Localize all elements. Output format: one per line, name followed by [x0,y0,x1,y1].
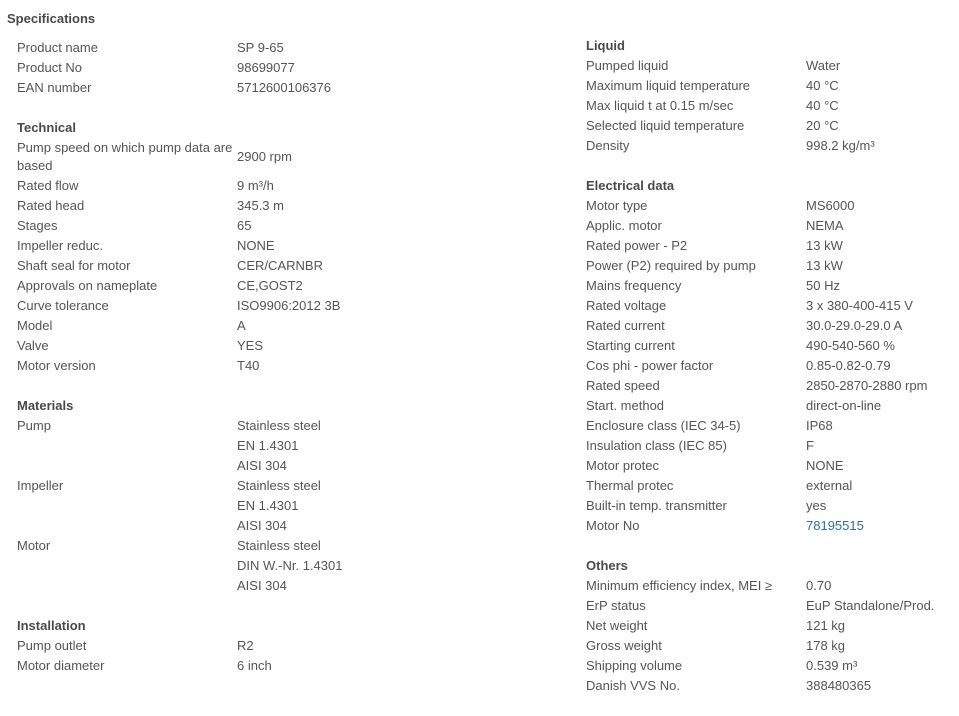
spec-label: Rated voltage [586,298,667,313]
spec-value: 178 kg [806,638,846,653]
spec-value: YES [237,338,264,353]
spec-row-product-name [17,38,557,58]
section-materials [17,396,557,596]
spec-label: Motor type [586,198,648,213]
section-heading: Materials [17,398,74,413]
spec-row-curve-tolerance [17,296,557,316]
section-others [586,556,959,696]
spec-label: Motor diameter [17,658,105,673]
spec-value: CE,GOST2 [237,278,303,293]
spec-row-pumped-liquid [586,56,959,76]
spec-value: 998.2 kg/m³ [806,138,875,153]
spec-value: R2 [237,638,254,653]
spec-row-rated-power-p2 [586,236,959,256]
spec-label: Thermal protec [586,478,674,493]
spec-value: 388480365 [806,678,872,693]
spec-row-valve [17,336,557,356]
spec-label: Cos phi - power factor [586,358,714,373]
spec-value: AISI 304 [237,578,287,593]
spec-value: 0.70 [806,578,832,593]
spec-label: Net weight [586,618,648,633]
spec-row-rated-flow [17,176,557,196]
spec-row-built-in-temp-transmitter [586,496,959,516]
spec-value: Stainless steel [237,418,321,433]
spec-label: Maximum liquid temperature [586,78,751,93]
spec-value: 6 inch [237,658,272,673]
spec-row-pump-outlet [17,636,557,656]
spec-row-cos-phi-power-factor [586,356,959,376]
spec-label: Applic. motor [586,218,662,233]
spec-value: 40 °C [806,98,839,113]
spec-value: NONE [806,458,844,473]
spec-row-motor-protec [586,456,959,476]
spec-value: 13 kW [806,238,843,253]
section-heading: Technical [17,120,77,135]
spec-label: Minimum efficiency index, MEI ≥ [586,578,773,593]
spec-label: Starting current [586,338,675,353]
spec-label: Motor version [17,358,96,373]
spec-value: IP68 [806,418,833,433]
spec-value: 13 kW [806,258,843,273]
spec-row-stages [17,216,557,236]
spec-label: Rated flow [17,178,79,193]
spec-row-motor [17,536,557,596]
spec-row-net-weight [586,616,959,636]
spec-label: Product No [17,60,83,75]
spec-label: EAN number [17,80,92,95]
spec-value: AISI 304 [237,458,287,473]
spec-value: 98699077 [237,60,295,75]
spec-value: F [806,438,814,453]
section-heading: Electrical data [586,178,675,193]
spec-row-selected-liquid-temperature [586,116,959,136]
spec-row-rated-speed [586,376,959,396]
spec-row-max-liquid-t-at-0-15-m-sec [586,96,959,116]
spec-row-applic-motor [586,216,959,236]
section-product [17,38,557,98]
spec-label: Stages [17,218,58,233]
spec-label: Enclosure class (IEC 34-5) [586,418,741,433]
spec-label: Motor protec [586,458,659,473]
spec-label: Impeller [17,478,64,493]
section-heading: Liquid [586,38,625,53]
spec-value: external [806,478,853,493]
spec-label: Impeller reduc. [17,238,103,253]
spec-label: Pump [17,418,51,433]
spec-label: Max liquid t at 0.15 m/sec [586,98,734,113]
spec-label: Pumped liquid [586,58,669,73]
spec-label: Approvals on nameplate [17,278,158,293]
spec-value: NONE [237,238,275,253]
spec-value: MS6000 [806,198,855,213]
spec-value: 9 m³/h [237,178,274,193]
spec-value: 2900 rpm [237,149,292,164]
spec-row-impeller-reduc [17,236,557,256]
left-spec-column [17,38,557,696]
spec-value: 121 kg [806,618,846,633]
spec-value: yes [806,498,827,513]
section-electrical-data [586,176,959,536]
spec-row-power-p2-required-by-pump [586,256,959,276]
spec-row-pump [17,416,557,476]
spec-value: Water [806,58,841,73]
spec-row-ean-number [17,78,557,98]
spec-label: Mains frequency [586,278,682,293]
spec-row-rated-head [17,196,557,216]
spec-value: DIN W.-Nr. 1.4301 [237,558,343,573]
spec-value: EN 1.4301 [237,438,299,453]
spec-label: Rated current [586,318,665,333]
spec-label: Selected liquid temperature [586,118,745,133]
spec-value: 30.0-29.0-29.0 A [806,318,903,333]
spec-value: CER/CARNBR [237,258,323,273]
spec-value: NEMA [806,218,844,233]
spec-value: Stainless steel [237,538,321,553]
spec-row-pump-speed-on-which-pump-data-are-based [17,138,557,176]
page-title: Specifications [7,11,96,26]
spec-label: Shaft seal for motor [17,258,131,273]
spec-row-motor-no [586,516,959,536]
spec-row-erp-status [586,596,959,616]
spec-label: Valve [17,338,49,353]
spec-value: A [237,318,246,333]
spec-value: EN 1.4301 [237,498,299,513]
spec-row-shaft-seal-for-motor [17,256,557,276]
spec-row-mains-frequency [586,276,959,296]
spec-row-insulation-class-iec-85 [586,436,959,456]
spec-value: ISO9906:2012 3B [237,298,341,313]
section-technical [17,118,557,376]
spec-value: 5712600106376 [237,80,331,95]
spec-value: EuP Standalone/Prod. [806,598,935,613]
spec-row-approvals-on-nameplate [17,276,557,296]
spec-label: Density [586,138,630,153]
spec-value: T40 [237,358,260,373]
motor-no-link[interactable]: 78195515 [806,518,864,533]
spec-value: 65 [237,218,252,233]
spec-label: Motor No [586,518,640,533]
spec-row-rated-current [586,316,959,336]
spec-row-shipping-volume [586,656,959,676]
spec-label: Danish VVS No. [586,678,680,693]
spec-value: Stainless steel [237,478,321,493]
spec-row-density [586,136,959,156]
spec-value: 0.85-0.82-0.79 [806,358,891,373]
section-installation [17,616,557,676]
spec-row-rated-voltage [586,296,959,316]
spec-value: SP 9-65 [237,40,284,55]
spec-value: 345.3 m [237,198,284,213]
spec-row-minimum-efficiency-index-mei [586,576,959,596]
spec-label: Rated power - P2 [586,238,688,253]
spec-value: AISI 304 [237,518,287,533]
spec-row-maximum-liquid-temperature [586,76,959,96]
spec-label: Pump speed on which pump data are based [17,140,233,173]
spec-label: Shipping volume [586,658,683,673]
spec-label: ErP status [586,598,646,613]
spec-label: Power (P2) required by pump [586,258,756,273]
spec-row-enclosure-class-iec-34-5 [586,416,959,436]
spec-row-start-method [586,396,959,416]
spec-row-model [17,316,557,336]
spec-row-motor-version [17,356,557,376]
spec-value: 20 °C [806,118,839,133]
spec-row-thermal-protec [586,476,959,496]
spec-value: 2850-2870-2880 rpm [806,378,928,393]
right-spec-column [586,36,959,716]
spec-row-gross-weight [586,636,959,656]
spec-row-impeller [17,476,557,536]
section-liquid [586,36,959,156]
spec-row-product-no [17,58,557,78]
spec-label: Rated speed [586,378,660,393]
spec-label: Pump outlet [17,638,87,653]
spec-label: Gross weight [586,638,662,653]
spec-label: Insulation class (IEC 85) [586,438,727,453]
spec-label: Motor [17,538,51,553]
spec-label: Model [17,318,53,333]
spec-value: 3 x 380-400-415 V [806,298,913,313]
spec-label: Curve tolerance [17,298,109,313]
spec-value: 40 °C [806,78,839,93]
section-heading: Installation [17,618,86,633]
section-heading: Others [586,558,628,573]
spec-label: Product name [17,40,98,55]
spec-row-danish-vvs-no [586,676,959,696]
spec-value: direct-on-line [806,398,882,413]
spec-value: 0.539 m³ [806,658,858,673]
spec-label: Rated head [17,198,85,213]
spec-row-starting-current [586,336,959,356]
spec-row-motor-type [586,196,959,216]
spec-label: Built-in temp. transmitter [586,498,727,513]
spec-row-motor-diameter [17,656,557,676]
spec-value: 50 Hz [806,278,840,293]
spec-value: 490-540-560 % [806,338,895,353]
spec-label: Start. method [586,398,665,413]
